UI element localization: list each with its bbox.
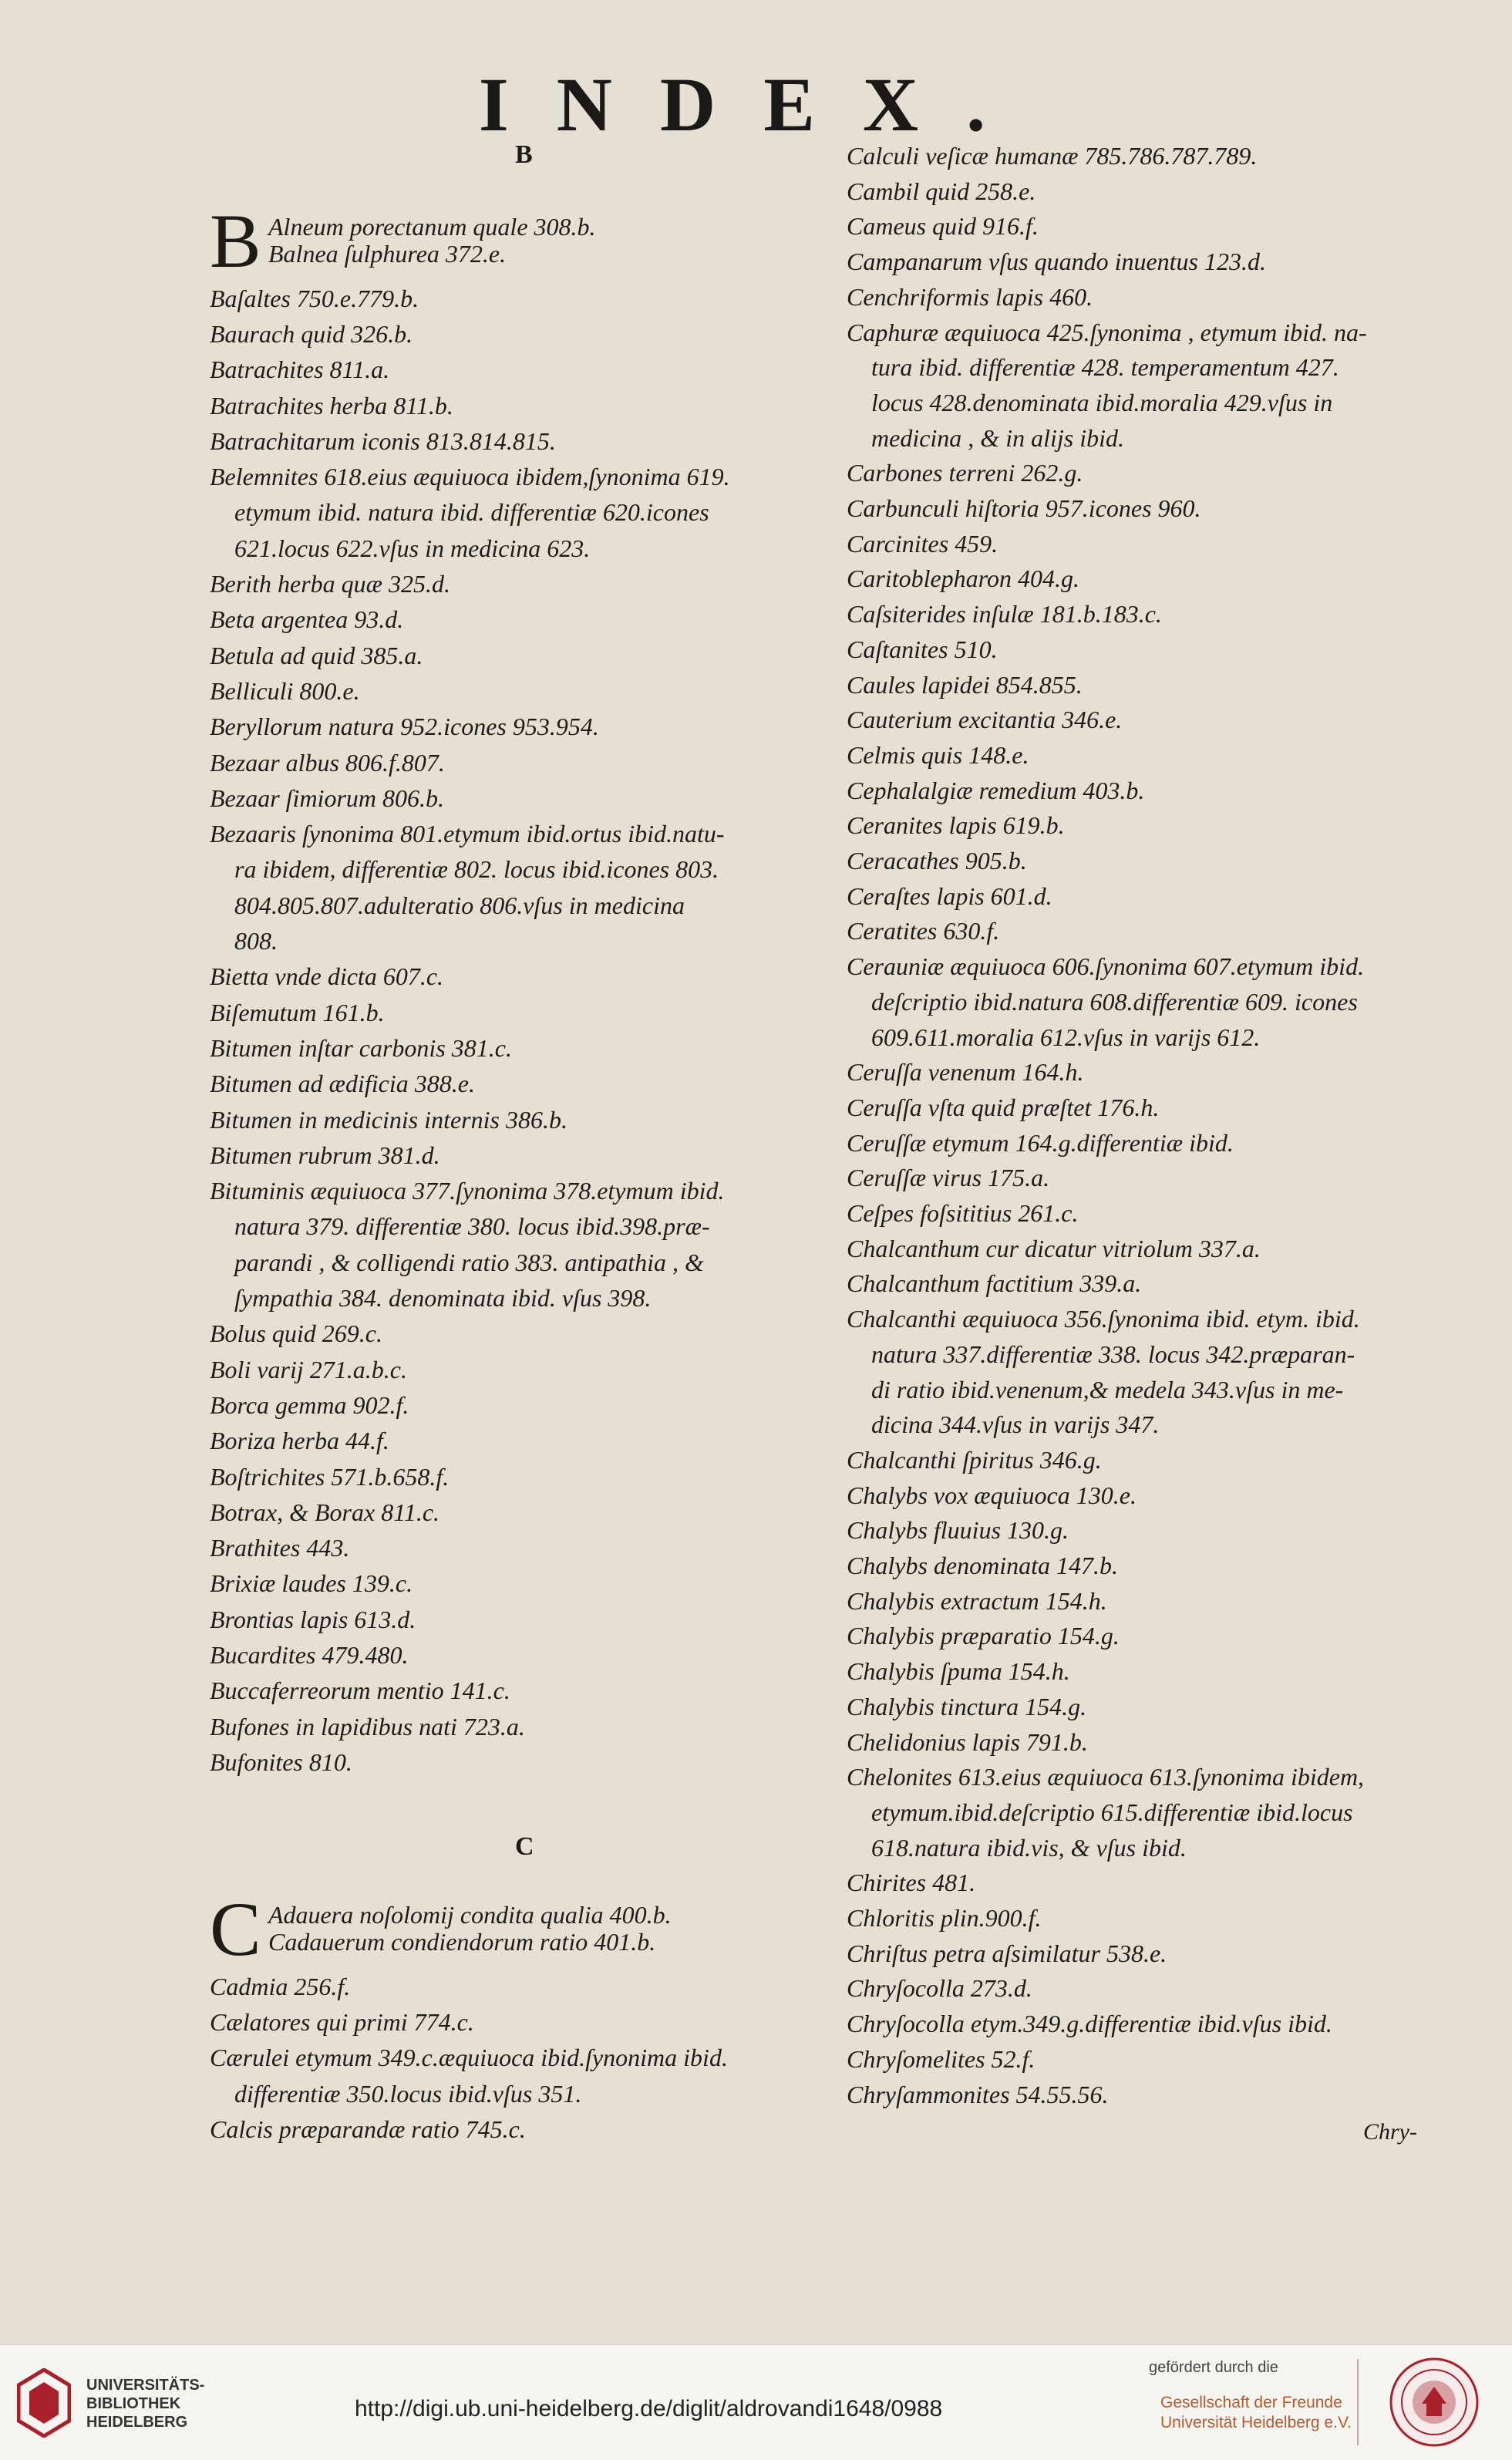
- index-entry: 618.natura ibid.vis, & vſus ibid.: [847, 1834, 1187, 1862]
- index-entry-dropcap: [210, 1902, 842, 1973]
- index-entry: differentiæ 350.locus ibid.vſus 351.: [210, 2080, 582, 2108]
- index-entry: Caphuræ æquiuoca 425.ſynonima , etymum ibid. na-: [847, 318, 1367, 346]
- drop-capital: B: [210, 214, 261, 284]
- index-entry: 609.611.moralia 612.vſus in varijs 612.: [847, 1023, 1261, 1051]
- index-entry: Bezaar ſimiorum 806.b.: [210, 784, 444, 812]
- index-entry: medicina , & in alijs ibid.: [847, 424, 1124, 452]
- index-entry-line: Adauera noſolomij condita qualia 400.b.: [268, 1902, 672, 1929]
- index-entry: Ceruſſa vſta quid præſtet 176.h.: [847, 1094, 1160, 1121]
- index-entry: Brathites 443.: [210, 1535, 350, 1562]
- index-entry: Caules lapidei 854.855.: [847, 671, 1083, 699]
- library-name-line-3: HEIDELBERG: [86, 2414, 188, 2431]
- index-entry: Belemnites 618.eius æquiuoca ibidem,ſynonima 619.: [210, 463, 730, 491]
- index-entry: Chelidonius lapis 791.b.: [847, 1728, 1088, 1756]
- index-entry: Chelonites 613.eius æquiuoca 613.ſynonima ibidem,: [847, 1764, 1365, 1791]
- index-entry: Chalybis ſpuma 154.h.: [847, 1658, 1070, 1686]
- drop-capital: C: [210, 1902, 261, 1972]
- index-entry: Cenchriformis lapis 460.: [847, 283, 1093, 311]
- index-entry: 808.: [210, 928, 278, 955]
- index-entry: 804.805.807.adulteratio 806.vſus in medicina: [210, 891, 685, 919]
- index-entry: Cælatores qui primi 774.c.: [210, 2008, 474, 2036]
- index-entry: Batrachites herba 811.b.: [210, 392, 453, 420]
- index-entry: natura 379. differentiæ 380. locus ibid.398.præ-: [210, 1213, 710, 1241]
- library-name-line-1: UNIVERSITÄTS-: [86, 2377, 205, 2394]
- university-seal-icon: [1388, 2356, 1480, 2448]
- index-entry: Bituminis æquiuoca 377.ſynonima 378.etymum ibid.: [210, 1178, 725, 1205]
- index-entry: Bezaar albus 806.f.807.: [210, 749, 445, 777]
- index-entry: Carcinites 459.: [847, 530, 998, 558]
- index-entry: Brontias lapis 613.d.: [210, 1606, 416, 1633]
- index-entry: Batrachites 811.a.: [210, 356, 390, 384]
- index-entry: Bucardites 479.480.: [210, 1642, 409, 1669]
- index-entry: Beta argentea 93.d.: [210, 606, 404, 634]
- index-entry: 621.locus 622.vſus in medicina 623.: [210, 534, 591, 562]
- page-title: INDEX.: [478, 62, 1034, 147]
- index-entry: Ceſpes foſsititius 261.c.: [847, 1200, 1079, 1227]
- index-entry: Beryllorum natura 952.icones 953.954.: [210, 713, 599, 741]
- index-entry: di ratio ibid.venenum,& medela 343.vſus in me-: [847, 1376, 1344, 1404]
- index-entry: Caſsiterides inſulæ 181.b.183.c.: [847, 601, 1162, 628]
- index-entry: Calculi veſicæ humanæ 785.786.787.789.: [847, 143, 1258, 170]
- index-entry: Borca gemma 902.f.: [210, 1391, 409, 1419]
- index-entry: Chryſomelites 52.f.: [847, 2045, 1036, 2073]
- index-entry: parandi , & colligendi ratio 383. antipathia , &: [210, 1249, 704, 1276]
- index-entry: Cameus quid 916.f.: [847, 213, 1039, 241]
- index-entry: Bitumen in medicinis internis 386.b.: [210, 1106, 567, 1134]
- index-entry: Bezaaris ſynonima 801.etymum ibid.ortus ibid.natu-: [210, 821, 725, 848]
- index-entry: Chalcanthi ſpiritus 346.g.: [847, 1446, 1102, 1474]
- index-entry: Bitumen rubrum 381.d.: [210, 1141, 440, 1169]
- index-entry: Chryſocolla etym.349.g.differentiæ ibid.vſus ibid.: [847, 2010, 1332, 2038]
- index-entry: Cerauniæ æquiuoca 606.ſynonima 607.etymum ibid.: [847, 953, 1365, 981]
- library-name-line-2: BIBLIOTHEK: [86, 2395, 181, 2412]
- index-entry: Biſemutum 161.b.: [210, 999, 385, 1026]
- sponsor-name: [1160, 2393, 1352, 2433]
- index-entry: Chloritis plin.900.f.: [847, 1905, 1042, 1932]
- index-entry: Baſaltes 750.e.779.b.: [210, 285, 419, 312]
- permalink-url[interactable]: http://digi.ub.uni-heidelberg.de/diglit/aldrovandi1648/0988: [355, 2396, 943, 2421]
- index-entry: Bufonites 810.: [210, 1748, 352, 1776]
- index-entry: etymum ibid. natura ibid. differentiæ 620.icones: [210, 499, 709, 527]
- index-entry: deſcriptio ibid.natura 608.differentiæ 609. icones: [847, 988, 1358, 1016]
- index-entry: Boli varij 271.a.b.c.: [210, 1356, 407, 1383]
- index-entry: Ceruſſa venenum 164.h.: [847, 1059, 1084, 1087]
- index-entry: Chalcanthi æquiuoca 356.ſynonima ibid. etym. ibid.: [847, 1306, 1360, 1333]
- funded-by-label: gefördert durch die: [1149, 2359, 1278, 2376]
- index-entry: Bufones in lapidibus nati 723.a.: [210, 1713, 525, 1741]
- index-entry: Chryſammonites 54.55.56.: [847, 2081, 1109, 2108]
- index-entry: Cadmia 256.f.: [210, 1973, 351, 2000]
- index-entry: Ceruſſæ etymum 164.g.differentiæ ibid.: [847, 1129, 1234, 1157]
- index-entry: locus 428.denominata ibid.moralia 429.vſus in: [847, 389, 1333, 416]
- index-entry: Cephalalgiæ remedium 403.b.: [847, 777, 1145, 804]
- index-entry: Chalybs denominata 147.b.: [847, 1552, 1118, 1579]
- index-entry: Cambil quid 258.e.: [847, 177, 1036, 205]
- library-name: [86, 2376, 204, 2431]
- sponsor-name-line-2: Universität Heidelberg e.V.: [1160, 2414, 1352, 2431]
- section-letter-c: C: [515, 1832, 534, 1861]
- index-entry: ſympathia 384. denominata ibid. vſus 398.: [210, 1285, 652, 1312]
- index-entry: etymum.ibid.deſcriptio 615.differentiæ ibid.locus: [847, 1798, 1353, 1826]
- index-entry: Cærulei etymum 349.c.æquiuoca ibid.ſynonima ibid.: [210, 2044, 728, 2072]
- catchword: Chry-: [1363, 2119, 1417, 2145]
- index-entry: dicina 344.vſus in varijs 347.: [847, 1411, 1160, 1439]
- index-entry: Chryſocolla 273.d.: [847, 1975, 1032, 2003]
- index-entry: Celmis quis 148.e.: [847, 741, 1029, 769]
- footer-divider: [1357, 2359, 1359, 2445]
- index-entry: Bietta vnde dicta 607.c.: [210, 963, 444, 991]
- university-library-logo-icon: [17, 2368, 71, 2438]
- index-entry: Boriza herba 44.f.: [210, 1427, 389, 1455]
- viewer-footer: [0, 2344, 1512, 2460]
- index-entry: Chirites 481.: [847, 1869, 976, 1897]
- index-entry: Boſtrichites 571.b.658.f.: [210, 1463, 450, 1491]
- index-entry: Chalcanthum cur dicatur vitriolum 337.a.: [847, 1235, 1261, 1262]
- index-entry: Ceraſtes lapis 601.d.: [847, 882, 1052, 910]
- index-entry: Ceruſſæ virus 175.a.: [847, 1164, 1050, 1192]
- index-entry-line: Cadauerum condiendorum ratio 401.b.: [268, 1928, 656, 1956]
- index-entry: Brixiæ laudes 139.c.: [210, 1570, 413, 1598]
- index-entry: Bitumen inſtar carbonis 381.c.: [210, 1034, 512, 1062]
- index-entry: Chalybis præparatio 154.g.: [847, 1623, 1120, 1650]
- index-entry: Caſtanites 510.: [847, 635, 998, 663]
- index-entry-line: Alneum porectanum quale 308.b.: [268, 214, 596, 241]
- index-entry: Chalybis tinctura 154.g.: [847, 1693, 1087, 1720]
- index-entry: Batrachitarum iconis 813.814.815.: [210, 427, 556, 455]
- index-entry: Berith herba quæ 325.d.: [210, 571, 450, 598]
- index-entry: Bolus quid 269.c.: [210, 1320, 382, 1348]
- index-entry: Ceranites lapis 619.b.: [847, 812, 1065, 840]
- index-entry: Chalybis extractum 154.h.: [847, 1587, 1107, 1615]
- index-entry-line: Balnea ſulphurea 372.e.: [268, 240, 507, 268]
- index-entry: Ceratites 630.f.: [847, 918, 1000, 945]
- index-entry: Ceracathes 905.b.: [847, 848, 1027, 874]
- index-entry: Carbones terreni 262.g.: [847, 460, 1083, 487]
- index-entry: Belliculi 800.e.: [210, 677, 360, 705]
- index-entry: Cauterium excitantia 346.e.: [847, 706, 1123, 734]
- index-entry: Chalybs fluuius 130.g.: [847, 1517, 1069, 1545]
- index-entry: Chalybs vox æquiuoca 130.e.: [847, 1481, 1137, 1509]
- section-letter-b: B: [515, 140, 533, 169]
- index-entry: Caritoblepharon 404.g.: [847, 565, 1079, 593]
- index-entry-dropcap: [210, 214, 842, 285]
- index-entry: Botrax, & Borax 811.c.: [210, 1498, 440, 1526]
- index-entry: Carbunculi hiſtoria 957.icones 960.: [847, 495, 1201, 522]
- index-entry: Chriſtus petra aſsimilatur 538.e.: [847, 1939, 1167, 1967]
- index-entry: Buccaferreorum mentio 141.c.: [210, 1677, 510, 1705]
- index-entry: tura ibid. differentiæ 428. temperamentum 427.: [847, 354, 1339, 382]
- index-entry: Campanarum vſus quando inuentus 123.d.: [847, 248, 1266, 276]
- index-entry: Baurach quid 326.b.: [210, 320, 413, 348]
- index-entry: natura 337.differentiæ 338. locus 342.præparan-: [847, 1340, 1355, 1368]
- sponsor-name-line-1: Gesellschaft der Freunde: [1160, 2394, 1342, 2411]
- index-entry: Chalcanthum factitium 339.a.: [847, 1270, 1142, 1298]
- index-entry: Calcis præparandæ ratio 745.c.: [210, 2115, 526, 2143]
- index-entry: Bitumen ad ædificia 388.e.: [210, 1070, 475, 1098]
- index-entry: Betula ad quid 385.a.: [210, 642, 423, 669]
- index-entry: ra ibidem, differentiæ 802. locus ibid.icones 803.: [210, 856, 719, 884]
